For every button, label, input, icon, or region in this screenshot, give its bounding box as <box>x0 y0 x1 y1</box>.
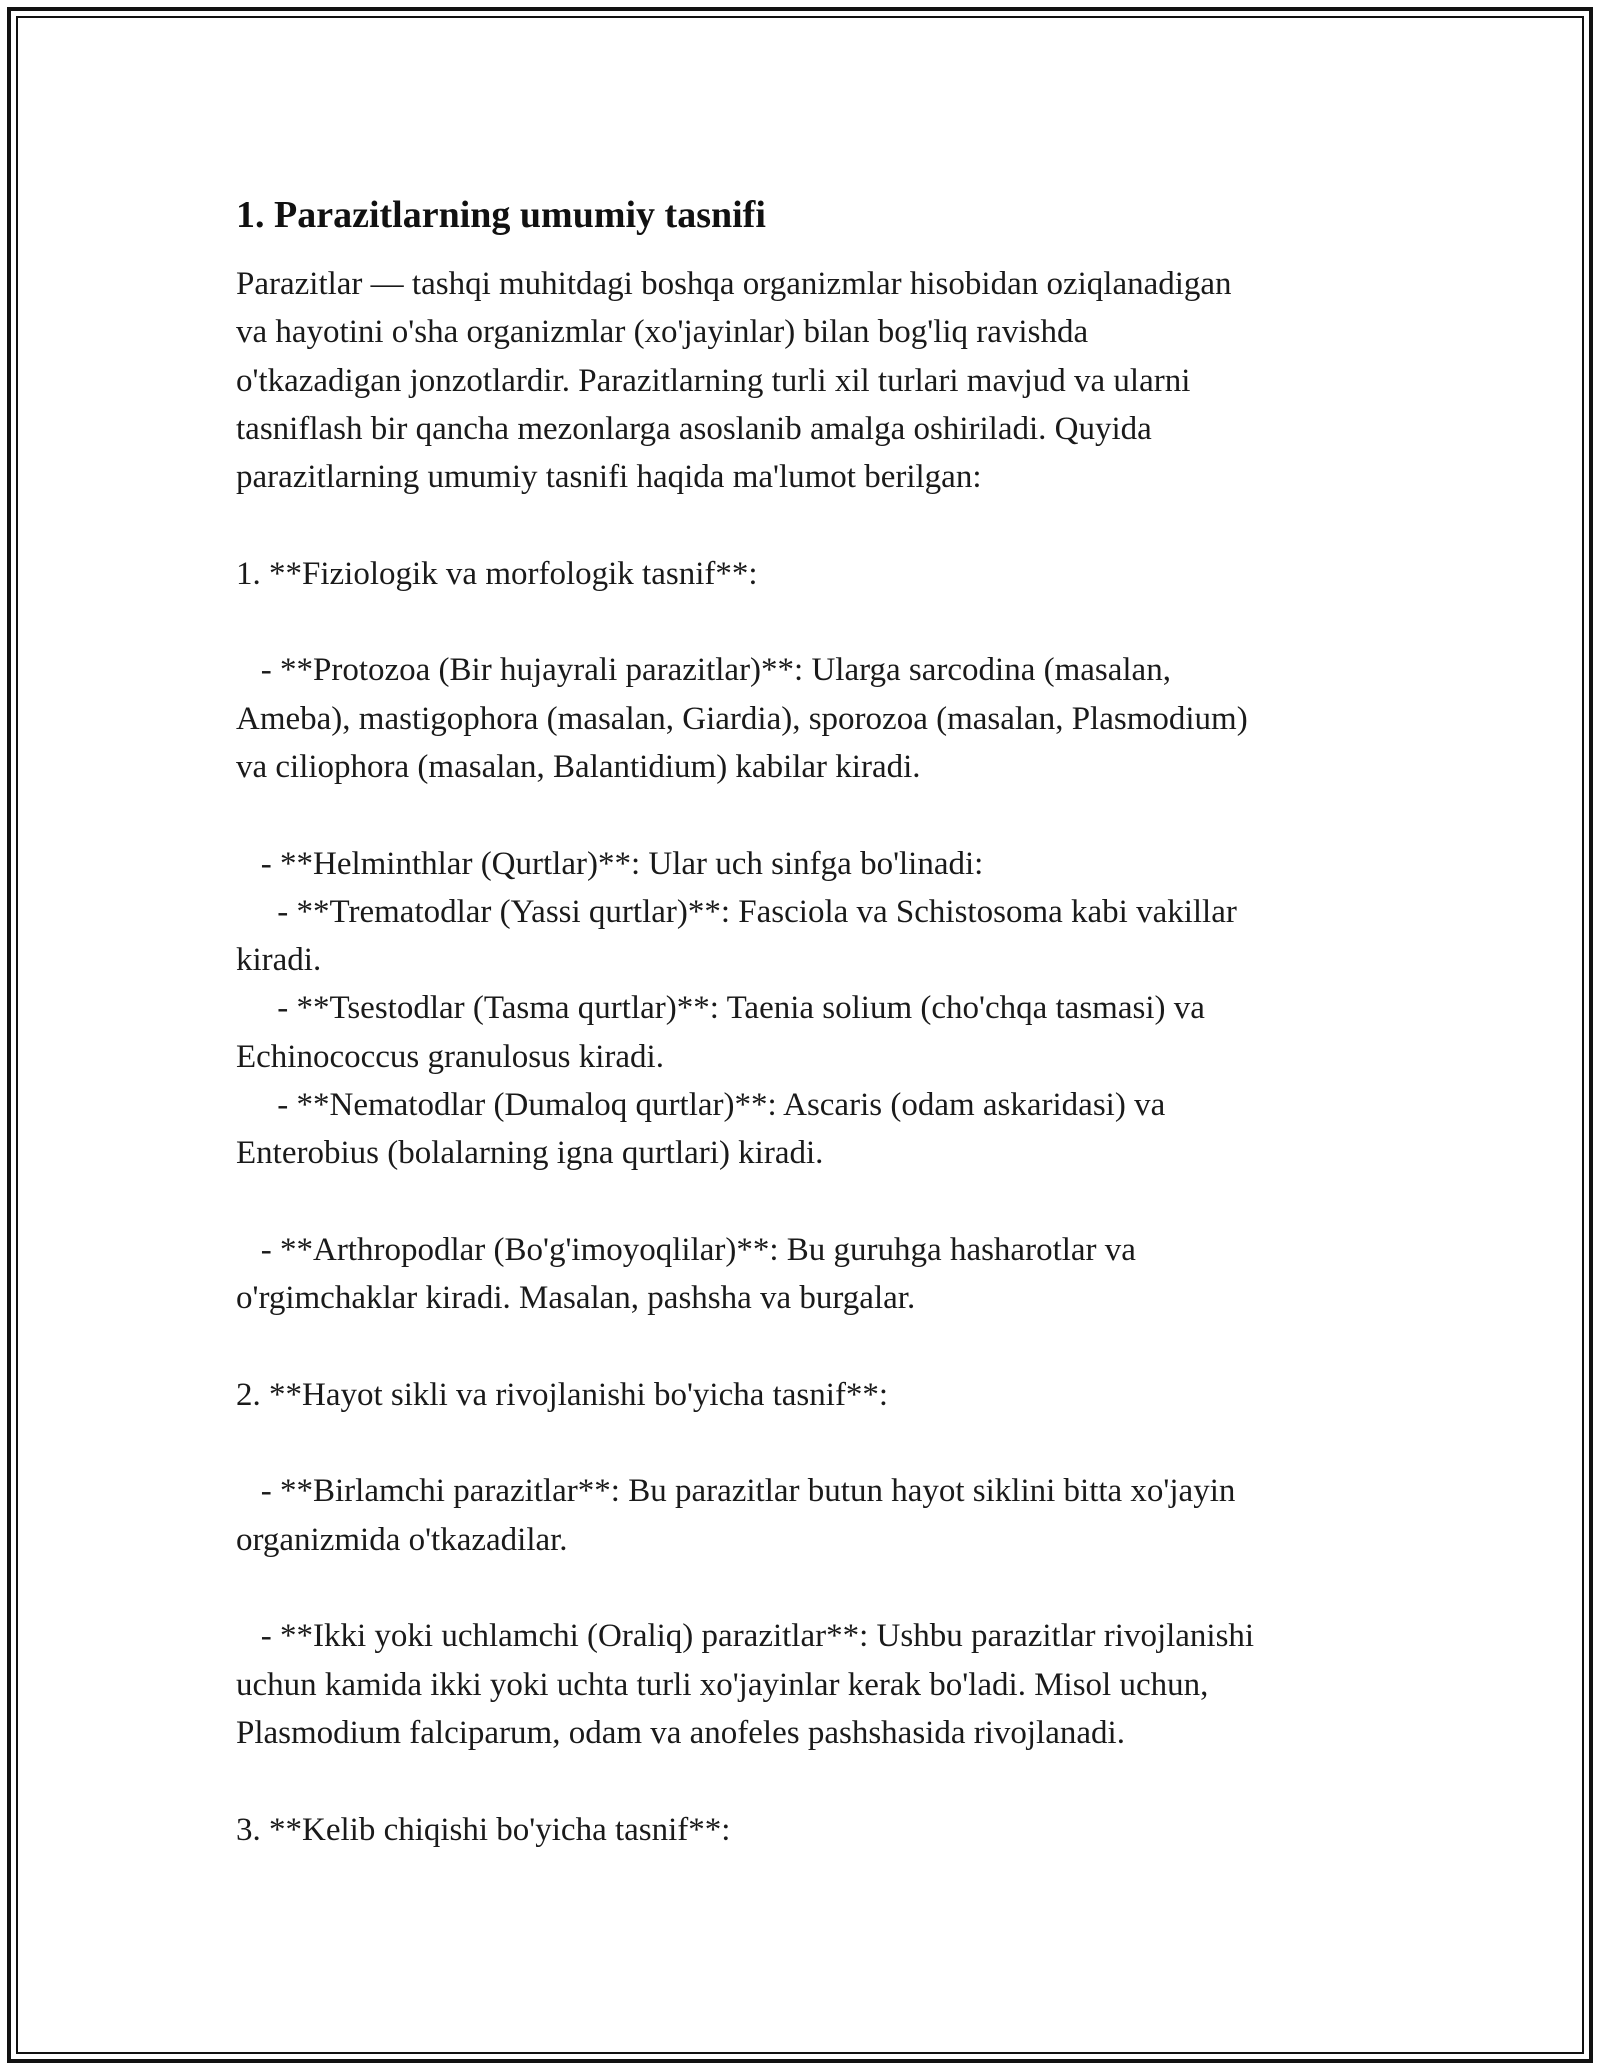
text-line: va ciliophora (masalan, Balantidium) kabilar kiradi. <box>236 748 921 785</box>
text-line: kiradi. <box>236 942 322 979</box>
text-line: 1. **Fiziologik va morfologik tasnif**: <box>236 555 758 592</box>
text-line: tasniflash bir qancha mezonlarga asoslanib amalga oshiriladi. Quyida <box>236 410 1152 447</box>
text-line: organizmida o'tkazadilar. <box>236 1521 568 1558</box>
text-line: - **Tsestodlar (Tasma qurtlar)**: Taenia solium (cho'chqa tasmasi) va <box>236 990 1205 1027</box>
text-line: Plasmodium falciparum, odam va anofeles pashshasida rivojlanadi. <box>236 1714 1125 1751</box>
text-line: - **Protozoa (Bir hujayrali parazitlar)**: Ularga sarcodina (masalan, <box>236 652 1171 689</box>
text-line: - **Ikki yoki uchlamchi (Oraliq) parazitlar**: Ushbu parazitlar rivojlanishi <box>236 1618 1255 1655</box>
text-line: - **Trematodlar (Yassi qurtlar)**: Fasciola va Schistosoma kabi vakillar <box>236 893 1237 930</box>
section-heading: 1. Parazitlarning umumiy tasnifi <box>236 194 766 236</box>
text-line: uchun kamida ikki yoki uchta turli xo'jayinlar kerak bo'ladi. Misol uchun, <box>236 1666 1209 1703</box>
text-line: 3. **Kelib chiqishi bo'yicha tasnif**: <box>236 1811 731 1848</box>
text-line: o'tkazadigan jonzotlardir. Parazitlarning turli xil turlari mavjud va ularni <box>236 362 1191 399</box>
document-text <box>236 260 1386 1854</box>
blank-line <box>236 1178 1386 1226</box>
blank-line <box>236 791 1386 839</box>
text-line: Ameba), mastigophora (masalan, Giardia), sporozoa (masalan, Plasmodium) <box>236 700 1248 737</box>
text-line: va hayotini o'sha organizmlar (xo'jayinlar) bilan bog'liq ravishda <box>236 314 1089 351</box>
blank-line <box>236 1323 1386 1371</box>
blank-line <box>236 1419 1386 1467</box>
text-line: - **Helminthlar (Qurtlar)**: Ular uch sinfga bo'linadi: <box>236 845 984 882</box>
text-line: Echinococcus granulosus kiradi. <box>236 1038 664 1075</box>
blank-line <box>236 598 1386 646</box>
text-line: 2. **Hayot sikli va rivojlanishi bo'yicha tasnif**: <box>236 1376 889 1413</box>
document-body <box>236 190 1386 1854</box>
text-line: Parazitlar — tashqi muhitdagi boshqa organizmlar hisobidan oziqlanadigan <box>236 266 1232 302</box>
text-line: - **Nematodlar (Dumaloq qurtlar)**: Ascaris (odam askaridasi) va <box>236 1087 1166 1124</box>
text-line: - **Birlamchi parazitlar**: Bu parazitlar butun hayot siklini bitta xo'jayin <box>236 1473 1236 1510</box>
blank-line <box>236 1757 1386 1805</box>
text-line: Enterobius (bolalarning igna qurtlari) kiradi. <box>236 1135 824 1172</box>
blank-line <box>236 501 1386 549</box>
text-line: o'rgimchaklar kiradi. Masalan, pashsha va burgalar. <box>236 1280 916 1317</box>
text-line: - **Arthropodlar (Bo'g'imoyoqlilar)**: Bu guruhga hasharotlar va <box>236 1231 1136 1268</box>
text-line: parazitlarning umumiy tasnifi haqida ma'lumot berilgan: <box>236 459 982 496</box>
blank-line <box>236 1564 1386 1612</box>
